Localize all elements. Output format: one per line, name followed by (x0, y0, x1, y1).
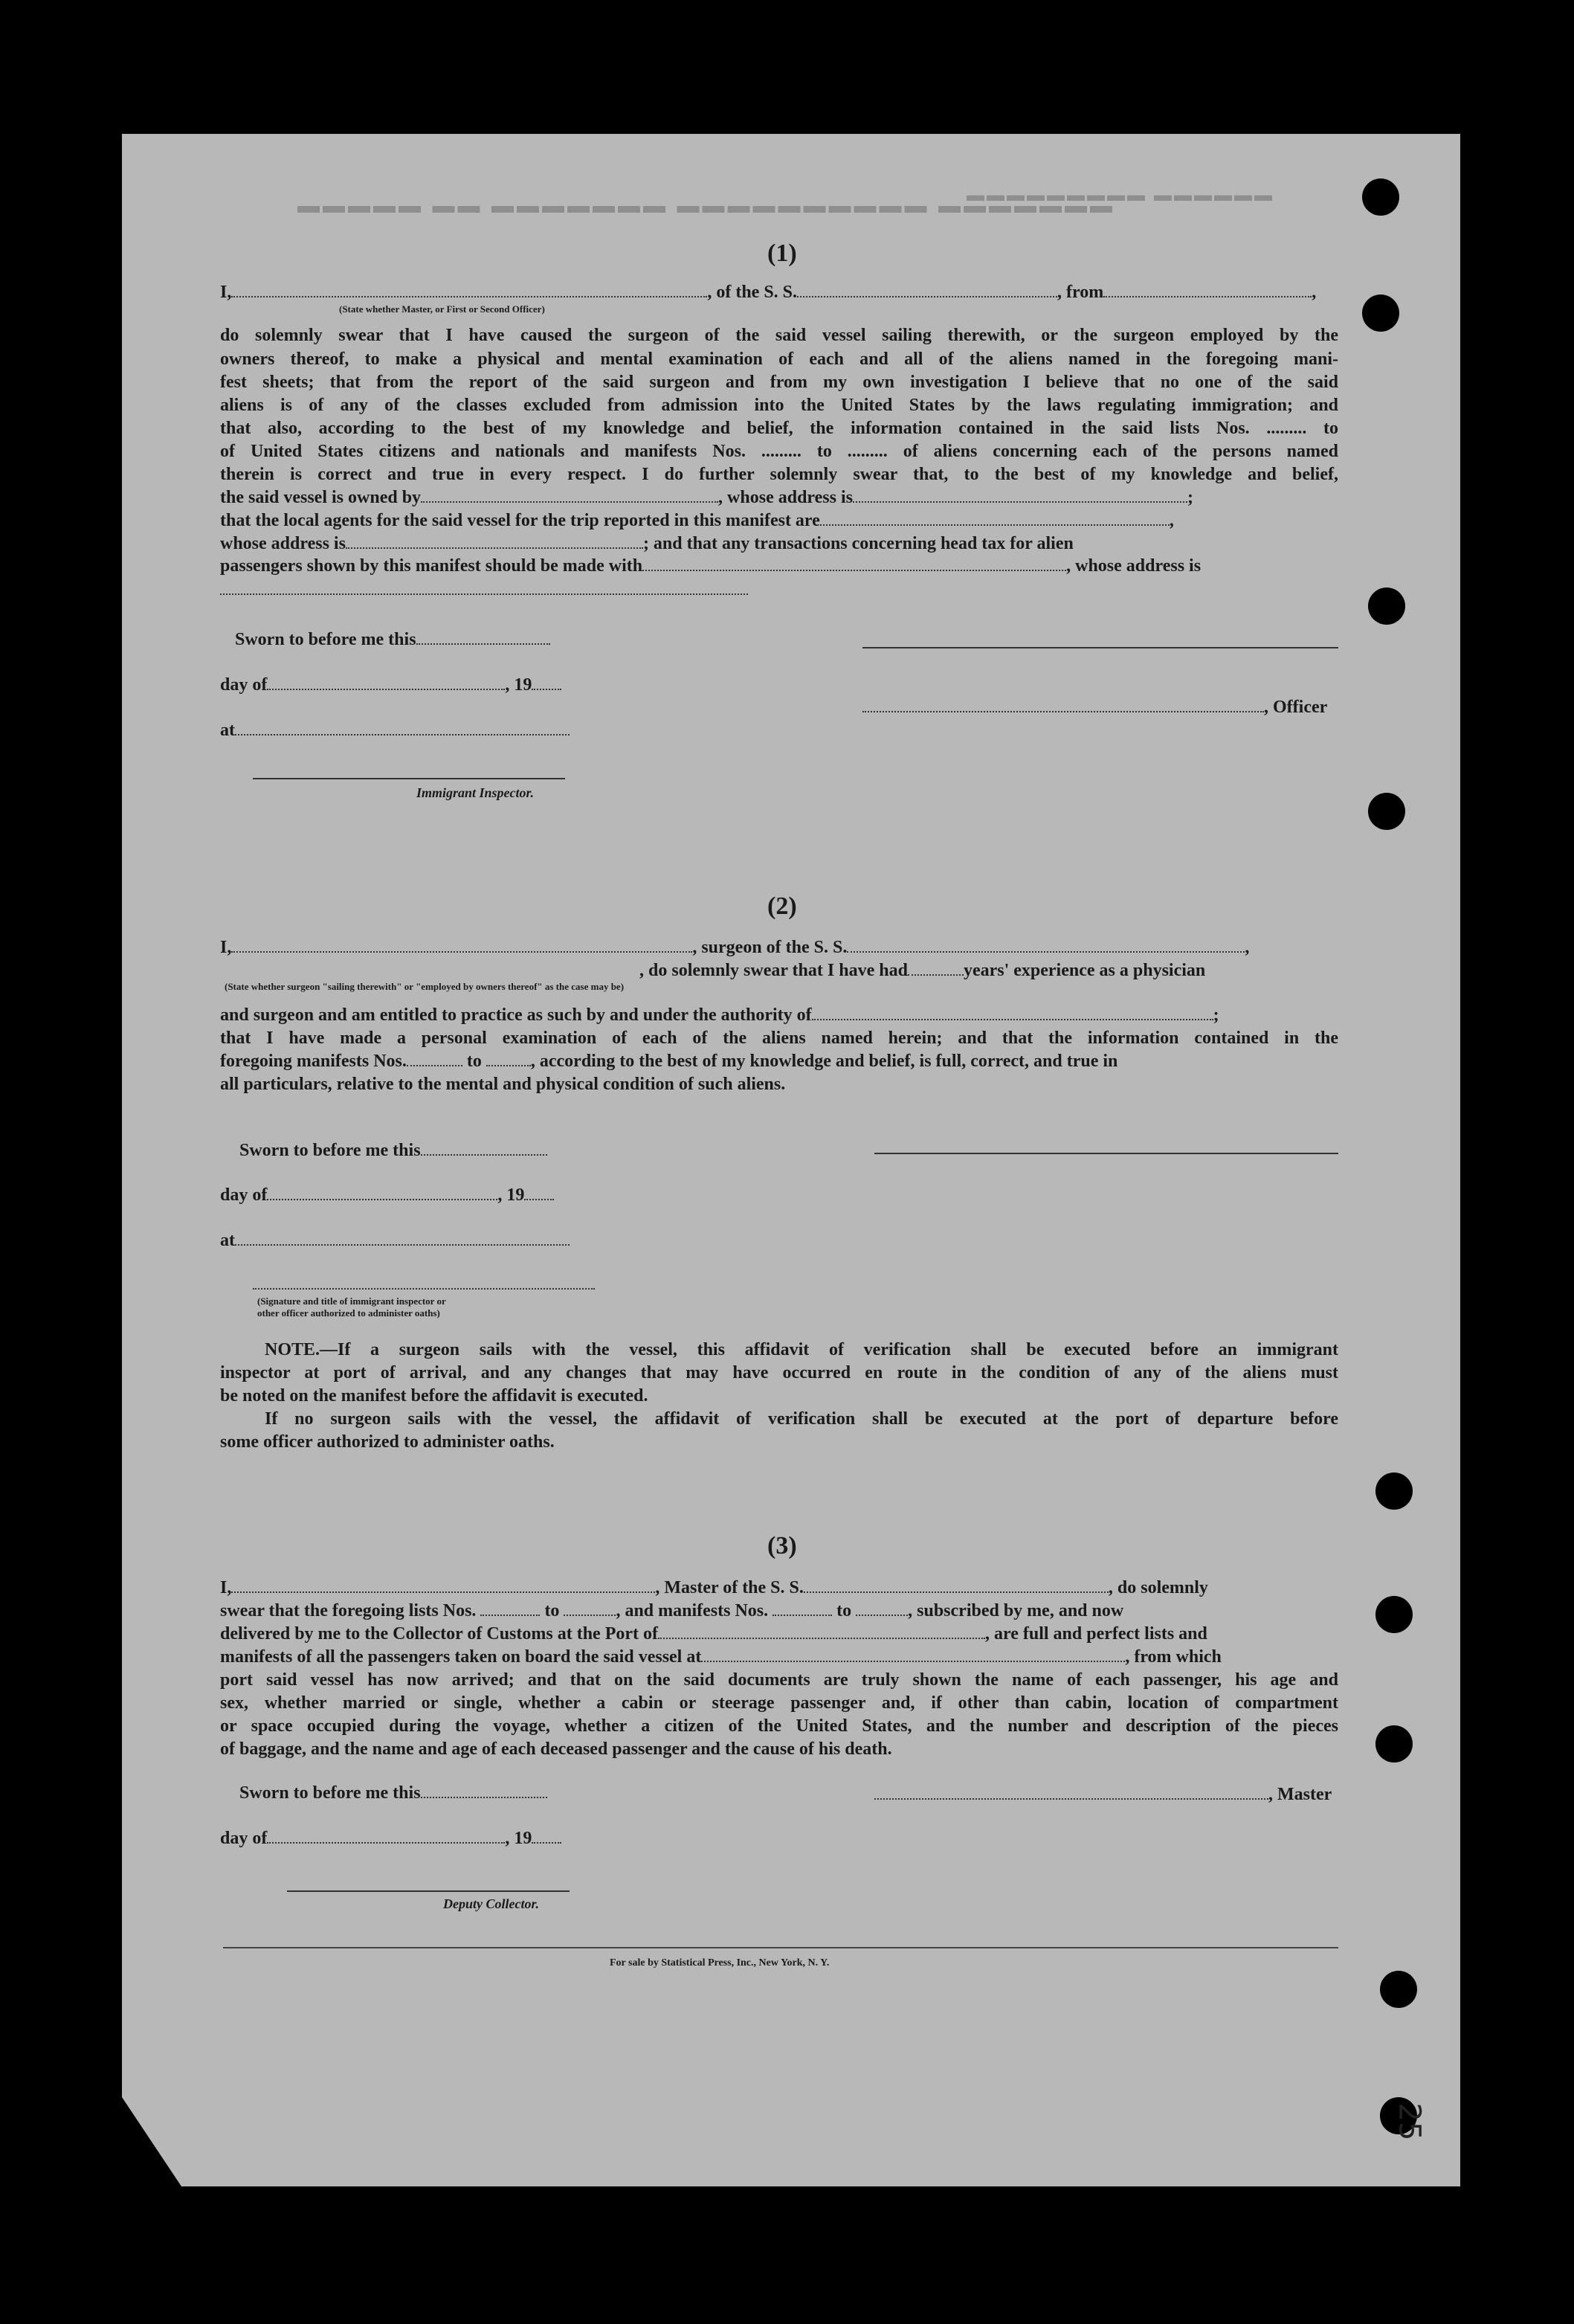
binder-hole (1375, 1472, 1413, 1510)
oath-text: owners thereof, to make a physical and mental examination of each and all of the aliens named in the foregoing mani- (220, 350, 1338, 369)
oath-text: port said vessel has now arrived; and that on the said documents are truly shown the name of each passenger, his age and (220, 1670, 1338, 1690)
note-text: If no surgeon sails with the vessel, the affidavit of verification shall be executed at the port of departure before (265, 1409, 1338, 1429)
inspector-caption: Immigrant Inspector. (416, 785, 535, 800)
agents-line: that the local agents for the said vessel for the trip reported in this manifest are , (220, 511, 1174, 530)
port-line: delivered by me to the Collector of Customs at the Port of , are full and perfect lists and (220, 1624, 1207, 1644)
surgeon-status-note: (State whether surgeon "sailing therewith" or "employed by owners thereof" as the case may be) (225, 981, 625, 992)
oath-text: aliens is of any of the classes excluded from admission into the United States by the laws regulating immigration; and (220, 396, 1338, 415)
binder-hole (1375, 1725, 1413, 1763)
binder-hole (1362, 178, 1399, 216)
oath-text: fest sheets; that from the report of the said surgeon and from my own investigation I believe that no one of the said (220, 373, 1338, 392)
note-text: inspector at port of arrival, and any changes that may have occurred en route in the condition of any of the aliens must (220, 1363, 1338, 1383)
sworn-line: Sworn to before me this (239, 1782, 547, 1804)
agents-address-line: whose address is ; and that any transactions concerning head tax for alien (220, 534, 1074, 553)
signature-line (862, 646, 1338, 648)
section1-first-line: I, , of the S. S. , from , (220, 283, 1317, 302)
oath-text: sex, whether married or single, whether a cabin or steerage passenger and, if other than cabin, location of compartment (220, 1693, 1338, 1713)
signature-caption: other officer authorized to administer oaths) (257, 1307, 440, 1319)
binder-hole (1362, 294, 1399, 332)
section-number: (3) (767, 1532, 797, 1559)
section-number: (1) (767, 239, 797, 267)
section3-first-line: I, , Master of the S. S. , do solemnly (220, 1578, 1208, 1597)
day-line: day of , 19 (220, 1184, 554, 1206)
sworn-line: Sworn to before me this (235, 628, 550, 651)
at-line: at (220, 719, 570, 741)
oath-text: do solemnly swear that I have caused the surgeon of the said vessel sailing therewith, or the surgeon employed by the (220, 326, 1338, 345)
experience-line: , do solemnly swear that I have had years' experience as a physician (639, 961, 1206, 980)
footer-rule (223, 1947, 1338, 1948)
binder-hole (1380, 1971, 1417, 2008)
inspector-signature-line (253, 776, 565, 779)
deputy-caption: Deputy Collector. (443, 1896, 539, 1911)
surgeon-signature-line (874, 1151, 1338, 1154)
day-line: day of , 19 (220, 674, 561, 696)
binder-hole (1368, 793, 1405, 830)
signature-caption: (Signature and title of immigrant inspector or (257, 1295, 446, 1307)
printer-credit: For sale by Statistical Press, Inc., New York, N. Y. (610, 1957, 830, 1969)
oath-text: all particulars, relative to the mental and physical condition of such aliens. (220, 1075, 786, 1094)
sworn-line: Sworn to before me this (239, 1139, 547, 1162)
section-number: (2) (767, 892, 797, 920)
authority-line: and surgeon and am entitled to practice as such by and under the authority of ; (220, 1005, 1219, 1025)
oath-text: of baggage, and the name and age of each deceased passenger and the cause of his death. (220, 1739, 892, 1759)
officer-signature-line: , Officer (862, 696, 1327, 718)
oath-text: of United States citizens and nationals and manifests Nos. ......... to ......... of aliens concerning each of the persons named (220, 442, 1338, 461)
oath-text: that I have made a personal examination of each of the aliens named herein; and that the information contained in the (220, 1029, 1338, 1048)
section2-first-line: I, , surgeon of the S. S. , (220, 938, 1250, 957)
manifests-line: foregoing manifests Nos. to , according to the best of my knowledge and belief, is full, correct, and true in (220, 1052, 1118, 1071)
departure-line: manifests of all the passengers taken on board the said vessel at , from which (220, 1647, 1222, 1667)
binder-hole (1368, 588, 1405, 625)
oath-text: that also, according to the best of my knowledge and belief, the information contained in the said lists Nos. ......... to (220, 419, 1338, 438)
deputy-signature-line (287, 1889, 570, 1892)
note-text: some officer authorized to administer oaths. (220, 1432, 555, 1452)
note-text: be noted on the manifest before the affidavit is executed. (220, 1386, 648, 1406)
oath-text: or space occupied during the voyage, whether a citizen of the United States, and the number and description of the pieces (220, 1716, 1338, 1736)
binder-hole (1375, 1596, 1413, 1633)
bleed-through-text: ▬▬▬▬▬ ▬▬ ▬▬▬▬▬▬▬ ▬▬▬▬▬▬▬▬▬▬ ▬▬▬▬▬▬▬ (297, 193, 1115, 218)
note-text: NOTE.—If a surgeon sails with the vessel, this affidavit of verification shall be executed before an immigrant (265, 1340, 1338, 1359)
master-signature-line: , Master (874, 1783, 1332, 1806)
officer-rank-note: (State whether Master, or First or Second Officer) (339, 303, 545, 315)
lists-line: swear that the foregoing lists Nos. to , and manifests Nos. to , subscribed by me, and now (220, 1601, 1124, 1620)
oath-text: therein is correct and true in every respect. I do further solemnly swear that, to the best of my knowledge and belief, (220, 465, 1338, 484)
bleed-through-text: ▬▬▬▬▬▬▬▬▬ ▬▬▬▬▬▬ (967, 186, 1274, 205)
at-line: at (220, 1229, 570, 1252)
owner-line: the said vessel is owned by , whose address is ; (220, 488, 1193, 507)
page-number: 25 (1392, 2102, 1427, 2141)
day-line: day of , 19 (220, 1827, 561, 1850)
inspector-signature-line (253, 1273, 595, 1295)
head-tax-address-line (220, 579, 748, 601)
head-tax-line: passengers shown by this manifest should be made with , whose address is (220, 556, 1202, 576)
